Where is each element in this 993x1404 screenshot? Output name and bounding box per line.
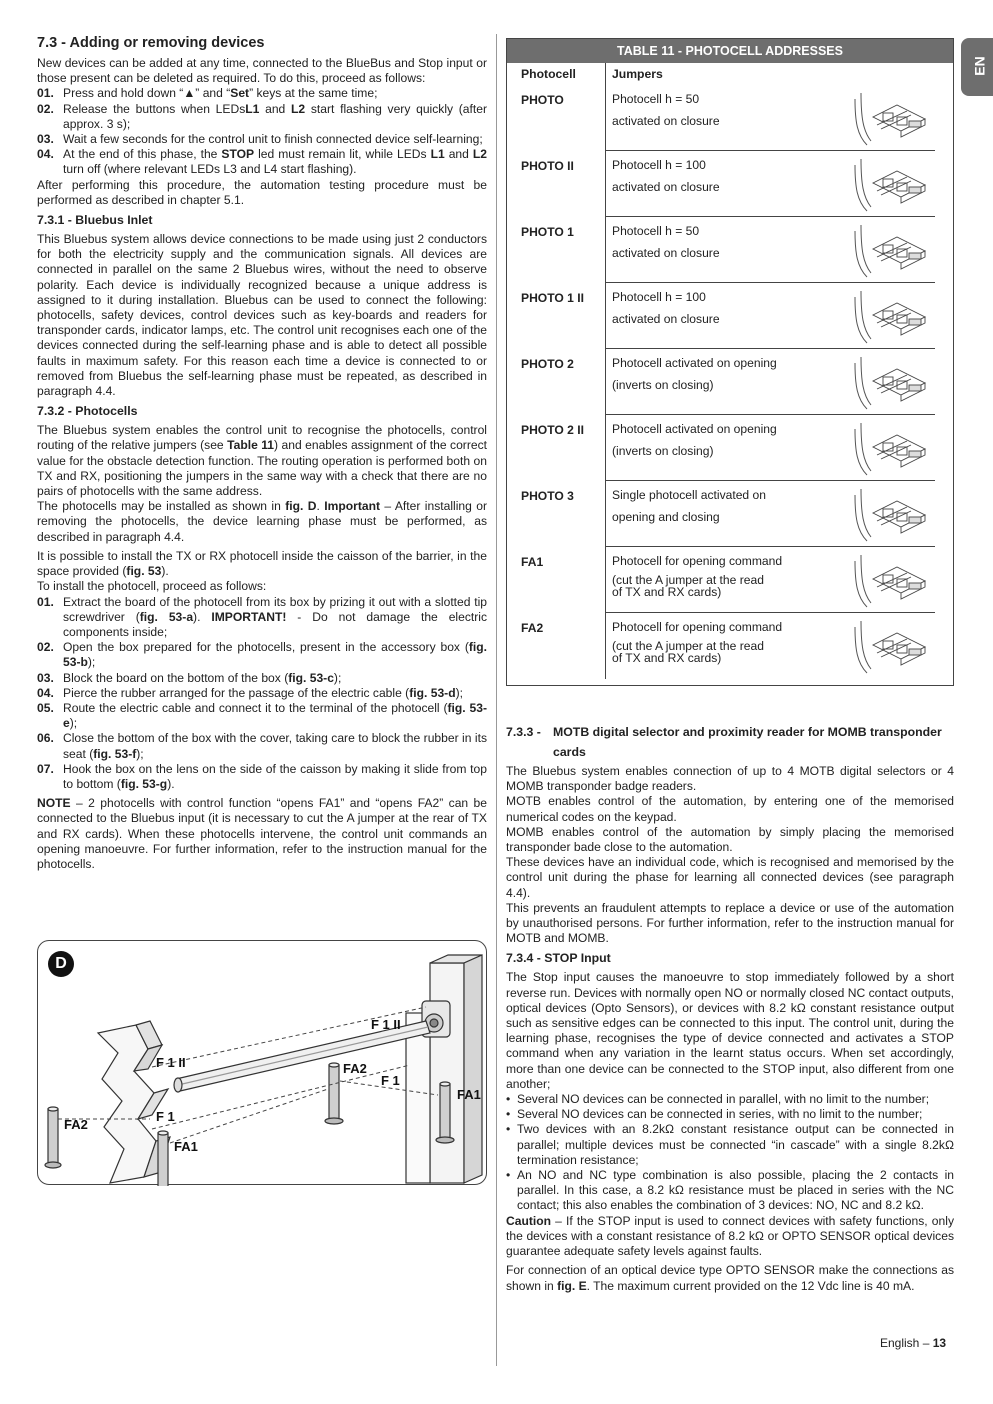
- description-line: (cut the A jumper at the read of TX and RX cards): [612, 639, 764, 665]
- step-number: 05.: [37, 700, 54, 715]
- jumper-board-illustration: [853, 619, 937, 675]
- table-row: [507, 613, 953, 679]
- description-line: Photocell h = 100: [612, 158, 706, 172]
- bullet-text: Several NO devices can be connected in series, with no limit to the number;: [517, 1107, 923, 1122]
- list-item: [37, 762, 487, 792]
- right-column: [506, 722, 954, 1294]
- jumper-board-illustration: [853, 421, 937, 477]
- label-fa2-center: FA2: [343, 1061, 367, 1076]
- photocell-name: PHOTO 2 II: [521, 423, 584, 437]
- step-number: 02.: [37, 101, 54, 116]
- footer-language: English –: [880, 1336, 930, 1350]
- description-line: activated on closure: [612, 312, 720, 326]
- paragraph: MOMB enables control of the automation by simply placing the memorised transponder bade close to the automation.: [506, 824, 954, 855]
- list-item: [37, 147, 487, 177]
- step-text: Extract the board of the photocell from its box by prizing it out with a slotted tip screwdriver (fig. 53-a). IMPORTANT! - Do not damage the electric components inside;: [63, 594, 488, 639]
- table-title: TABLE 11 - PHOTOCELL ADDRESSES: [507, 39, 953, 63]
- step-text: Hook the box on the lens on the side of the caisson by making it slide from top to bottom (fig. 53-g).: [63, 761, 487, 791]
- description-line: activated on closure: [612, 180, 720, 194]
- step-text: Press and hold down “▲” and “Set” keys at the same time;: [63, 86, 378, 101]
- label-fa2-left: FA2: [64, 1117, 88, 1132]
- steps-list-7-3-2: [37, 595, 487, 793]
- figure-badge: D: [48, 951, 74, 977]
- list-item: [506, 1092, 954, 1107]
- table-row: [507, 151, 953, 217]
- photocell-name: PHOTO II: [521, 159, 574, 173]
- label-fa1-left: FA1: [174, 1139, 198, 1154]
- step-text: Pierce the rubber arranged for the passage of the electric cable (fig. 53-d);: [63, 685, 463, 700]
- paragraph: After performing this procedure, the automation testing procedure must be performed as described in chapter 5.1.: [37, 177, 487, 207]
- jumper-board-illustration: [853, 157, 937, 213]
- jumper-board-illustration: [853, 487, 937, 543]
- description-line: opening and closing: [612, 510, 720, 524]
- column-divider: [496, 34, 497, 1366]
- step-text: Route the electric cable and connect it to the terminal of the photocell (fig. 53-e);: [63, 700, 488, 731]
- paragraph: New devices can be added at any time, connected to the BlueBus and Stop input or those present can be deleted as required. To do this, proceed as follows:: [37, 56, 487, 86]
- list-item: [506, 1122, 954, 1168]
- photocell-layout-illustration: [38, 941, 488, 1186]
- list-item: [37, 731, 487, 761]
- language-tab: EN: [961, 38, 993, 96]
- section-heading-7-3-2: 7.3.2 - Photocells: [37, 404, 138, 419]
- photocell-name: PHOTO 1: [521, 225, 574, 239]
- description-line: (inverts on closing): [612, 378, 714, 392]
- step-number: 07.: [37, 761, 54, 776]
- step-text: Wait a few seconds for the control unit to finish connected device self-learning;: [63, 132, 483, 147]
- list-item: [37, 102, 487, 132]
- bullet-text: Several NO devices can be connected in parallel, with no limit to the number;: [517, 1092, 930, 1107]
- photocell-name: FA1: [521, 555, 544, 569]
- list-item: [37, 86, 487, 101]
- left-column: [37, 34, 487, 872]
- step-text: At the end of this phase, the STOP led must remain lit, while LEDs L1 and L2 turn off (where relevant LEDs L3 and L4 start flashing).: [63, 147, 488, 177]
- paragraph: The Stop input causes the manoeuvre to stop immediately followed by a short reverse run. Devices with normally open NO or normally closed NC contact outputs, optical devices (Opto Sensors), or devices with 8.2 kΩ constant resistance output such as sensitive edges can be connected to this input. The control unit, during the learning phase, recognises the type of device connected and activates a STOP command when any variation in the learnt status occurs. When set accordingly, more than one device can be connected to the STOP input, also different from one another;: [506, 970, 954, 1091]
- step-text: Open the box prepared for the photocells, present in the accessory box (fig. 53-b);: [63, 640, 487, 670]
- bullet-text: Two devices with an 8.2kΩ constant resistance output can be connected in parallel; multiple devices must be connected “in cascade” with a single 8.2kΩ termination resistance;: [517, 1122, 954, 1167]
- step-text: Release the buttons when LEDsL1 and L2 start flashing very quickly (after approx. 3 s);: [63, 101, 488, 131]
- paragraph: These devices have an individual code, which is recognised and memorised by the control unit during the phase for learning all connected devices (see paragraph 4.4).: [506, 855, 954, 900]
- page-number: 13: [932, 1336, 947, 1350]
- table-row: [507, 85, 953, 151]
- step-number: 04.: [37, 685, 54, 700]
- table-row: [507, 481, 953, 547]
- paragraph: The photocells may be installed as shown in fig. D. Important – After installing or removing the photocells, the device learning phase must be performed, as described in paragraph 4.4.: [37, 499, 487, 544]
- caution-paragraph: Caution – If the STOP input is used to connect devices with safety functions, only the devices with a constant resistance of 8.2 kΩ or OPTO SENSOR optical devices guarantee adequate safety levels against faults.: [506, 1213, 954, 1259]
- table-body: [507, 85, 953, 679]
- bullet-icon: •: [506, 1107, 511, 1122]
- step-number: 02.: [37, 640, 54, 655]
- list-item: [37, 671, 487, 686]
- note-paragraph: NOTE – 2 photocells with control function “opens FA1” and “opens FA2” can be connected to the Bluebus input (it is necessary to cut the A jumper at the rear of TX and RX cards). When these photocells intervene, the control unit commands an opening manoeuvre. For further information, refer to the instruction manual for the photocells.: [37, 796, 487, 871]
- step-number: 06.: [37, 731, 54, 746]
- table-row: [507, 415, 953, 481]
- bullet-text: An NO and NC type combination is also possible, placing the 2 contacts in parallel. In this case, a 8.2 kΩ resistance must be placed in series with the NC contact; this also enables the combination of 3 devices: NO, NC and 8.2 kΩ.: [517, 1168, 954, 1213]
- step-number: 01.: [37, 86, 54, 101]
- paragraph: To install the photocell, proceed as follows:: [37, 579, 267, 594]
- description-line: Photocell activated on opening: [612, 422, 777, 436]
- description-line: activated on closure: [612, 246, 720, 260]
- description-line: (cut the A jumper at the read of TX and RX cards): [612, 573, 764, 599]
- list-item: [37, 686, 487, 701]
- jumper-board-illustration: [853, 289, 937, 345]
- page-footer: [880, 1336, 946, 1350]
- bullet-icon: •: [506, 1168, 511, 1183]
- label-f1-left: F 1: [156, 1109, 175, 1124]
- photocell-name: PHOTO 3: [521, 489, 574, 503]
- list-item: [37, 595, 487, 641]
- description-line: (inverts on closing): [612, 444, 714, 458]
- step-number: 03.: [37, 670, 54, 685]
- step-number: 04.: [37, 147, 54, 162]
- jumper-board-illustration: [853, 553, 937, 609]
- paragraph: For connection of an optical device type OPTO SENSOR make the connections as shown in fig. E. The maximum current provided on the 12 Vdc line is 40 mA.: [506, 1263, 954, 1293]
- table-row: [507, 217, 953, 283]
- table-row: [507, 547, 953, 613]
- table-row: [507, 349, 953, 415]
- step-number: 03.: [37, 132, 54, 147]
- label-f1ii-left: F 1 II: [156, 1055, 186, 1070]
- photocell-name: FA2: [521, 621, 544, 635]
- steps-list-7-3: [37, 86, 487, 177]
- list-item: [506, 1168, 954, 1214]
- jumper-board-illustration: [853, 355, 937, 411]
- description-line: Photocell h = 100: [612, 290, 706, 304]
- paragraph: This prevents an fraudulent attempts to replace a device or use of the automation by unauthorised persons. For further information, refer to the instruction manual for MOTB and MOMB.: [506, 900, 954, 946]
- photocell-name: PHOTO 2: [521, 357, 574, 371]
- bullet-icon: •: [506, 1122, 511, 1137]
- description-line: Photocell h = 50: [612, 224, 700, 238]
- col-header-jumpers: Jumpers: [605, 63, 953, 85]
- label-f1-right: F 1: [381, 1073, 400, 1088]
- jumper-board-illustration: [853, 91, 937, 147]
- description-line: Photocell h = 50: [612, 92, 700, 106]
- table-row: [507, 283, 953, 349]
- photocell-name: PHOTO: [521, 93, 564, 107]
- paragraph: This Bluebus system allows device connections to be made using just 2 conductors for both the electricity supply and the communication signals. All devices are connected in parallel on the same 2 Bluebus wires, without the need to observe polarity. Each device is individually recognized because a unique address is assigned to it during installation. Bluebus can be used to connect the following: photocells, safety devices, control devices such as key-boards and readers for transponder cards, indicator lamps, etc. The control unit recognises each one of the devices connected during the self-learning phase and is able to detect all possible faults in maximum safety. For this reason each time a device is connected to or removed from Bluebus the self-learning phase must be repeated, as described in paragraph 4.4.: [37, 232, 487, 399]
- step-text: Block the board on the bottom of the box (fig. 53-c);: [63, 670, 342, 685]
- label-f1ii-top: F 1 II: [371, 1017, 401, 1032]
- paragraph: The Bluebus system enables connection of up to 4 MOTB digital selectors or 4 MOMB transponder badge readers.: [506, 764, 954, 794]
- photocell-name: PHOTO 1 II: [521, 291, 584, 305]
- col-header-photocell: Photocell: [521, 67, 576, 81]
- section-heading-7-3-1: 7.3.1 - Bluebus Inlet: [37, 213, 153, 228]
- section-heading-7-3: 7.3 - Adding or removing devices: [37, 35, 265, 51]
- description-line: activated on closure: [612, 114, 720, 128]
- bullet-list: [506, 1092, 954, 1214]
- bullet-icon: •: [506, 1092, 511, 1107]
- jumper-board-illustration: [853, 223, 937, 279]
- description-line: Photocell for opening command: [612, 620, 783, 634]
- figure-d: [37, 940, 487, 1185]
- description-line: Photocell for opening command: [612, 554, 783, 568]
- list-item: [506, 1107, 954, 1122]
- section-heading-7-3-4: 7.3.4 - STOP Input: [506, 951, 611, 966]
- label-fa1-right: FA1: [457, 1087, 481, 1102]
- section-heading-7-3-3: 7.3.3 - MOTB digital selector and proximity reader for MOMB transponder cards: [506, 725, 942, 759]
- list-item: [37, 701, 487, 731]
- table-header-row: [507, 63, 953, 85]
- paragraph: The Bluebus system enables the control unit to recognise the photocells, control routing of the relative jumpers (see Table 11) and enables assignment of the correct value for the obstacle detection function. The routing operation is performed both on TX and RX, positioning the jumpers in the same way with a check that there are no pairs of photocells with the same address.: [37, 423, 487, 499]
- paragraph: MOTB enables control of the automation, by entering one of the memorised numerical codes on the keypad.: [506, 794, 954, 824]
- description-line: Photocell activated on opening: [612, 356, 777, 370]
- list-item: [37, 132, 487, 147]
- list-item: [37, 640, 487, 670]
- photocell-address-table: [506, 38, 954, 686]
- step-text: Close the bottom of the box with the cover, taking care to block the rubber in its seat (fig. 53-f);: [63, 731, 487, 761]
- description-line: Single photocell activated on: [612, 488, 766, 502]
- paragraph: It is possible to install the TX or RX photocell inside the caisson of the barrier, in the space provided (fig. 53).: [37, 548, 487, 579]
- step-number: 01.: [37, 594, 54, 609]
